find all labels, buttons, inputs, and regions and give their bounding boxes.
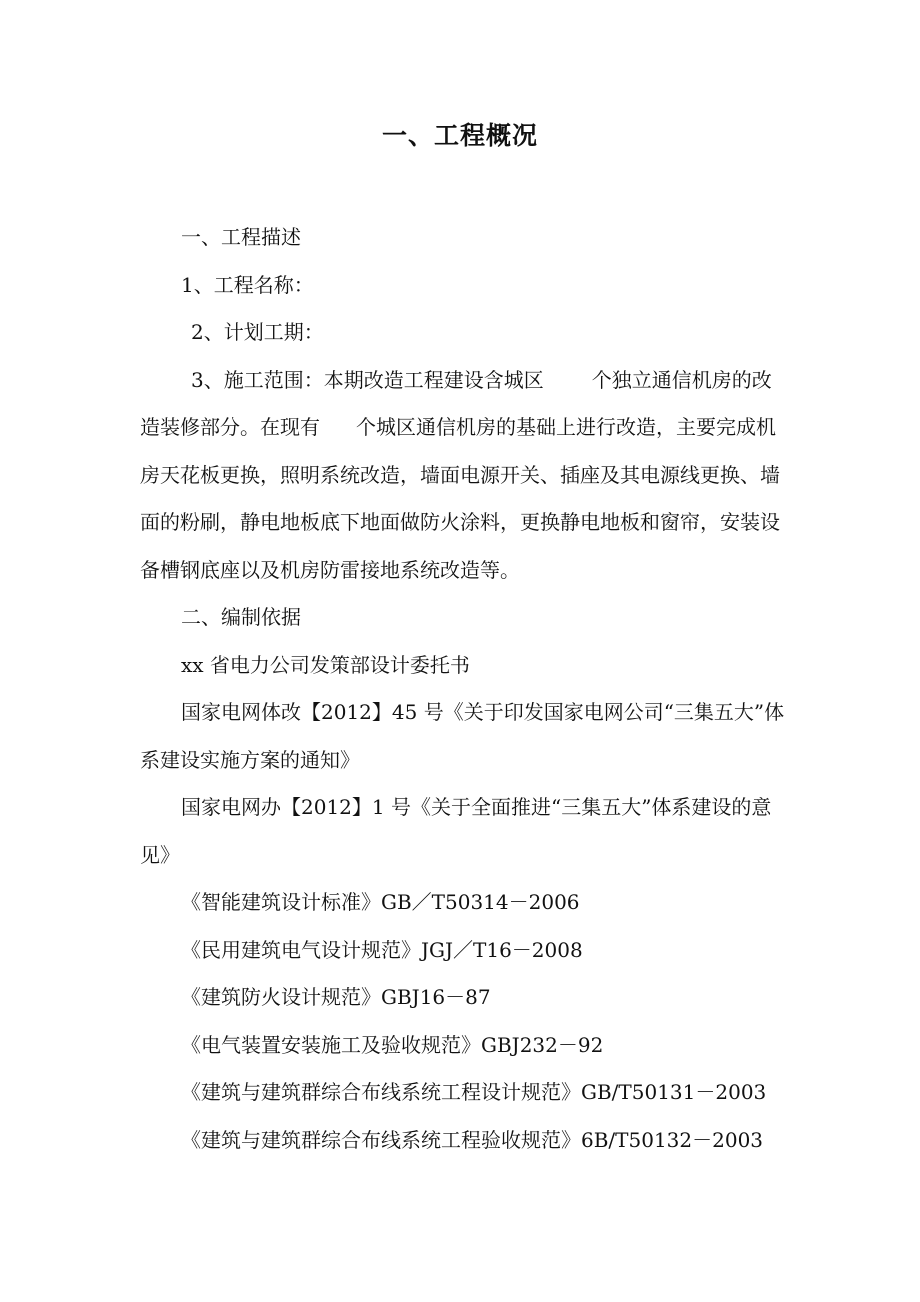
construction-scope-paragraph	[140, 357, 790, 595]
basis-item: 《智能建筑设计标准》GB／T50314－2006	[181, 890, 580, 914]
page-title: 一、工程概况	[381, 121, 538, 150]
document-body	[140, 214, 790, 1164]
planned-duration-line: 2、计划工期：	[191, 320, 324, 344]
basis-item: xx 省电力公司发策部设计委托书	[181, 652, 470, 677]
basis-item: 国家电网办【2012】1 号《关于全面推进“三集五大”体系建设的意见》	[140, 795, 772, 867]
basis-item: 《建筑防火设计规范》GBJ16－87	[181, 985, 491, 1009]
section-heading-basis: 二、编制依据	[181, 605, 301, 629]
basis-item: 《电气装置安装施工及验收规范》GBJ232－92	[181, 1032, 604, 1057]
scope-text-part-3: 个城区通信机房的基础上进行改造，主要完成机房天花板更换，照明系统改造，墙面电源开关、插座及其电源线更换、墙面的粉刷，静电地板底下地面做防火涂料，更换静电地板和窗帘，安装设备槽钢底座以及机房防雷接地系统改造等。	[140, 415, 780, 582]
basis-item: 国家电网体改【2012】45 号《关于印发国家电网公司“三集五大”体系建设实施方案的通知》	[140, 700, 785, 772]
scope-text-part-2: 个独立通信机房的改造装修部分。在现有	[140, 367, 772, 439]
scope-text-part-1: 3、施工范围：本期改造工程建设含城区	[191, 367, 544, 392]
basis-item: 《建筑与建筑群综合布线系统工程设计规范》GB/T50131－2003	[181, 1080, 767, 1104]
basis-item: 《民用建筑电气设计规范》JGJ／T16－2008	[181, 937, 583, 962]
project-name-line: 1、工程名称：	[181, 272, 314, 297]
section-heading-description: 一、工程描述	[181, 225, 301, 249]
basis-item: 《建筑与建筑群综合布线系统工程验收规范》6B/T50132－2003	[181, 1127, 764, 1152]
